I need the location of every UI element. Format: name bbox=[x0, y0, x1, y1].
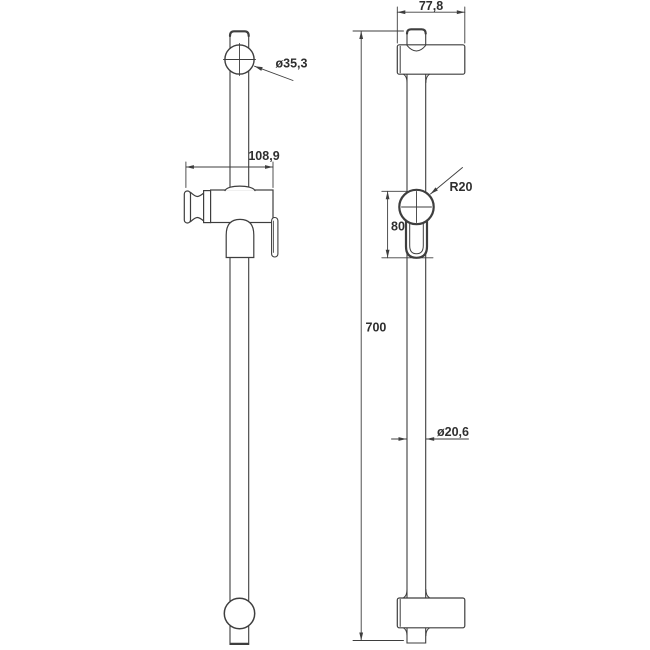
dim-mount-diameter bbox=[255, 57, 308, 81]
dim-label-rail-diameter: ø20,6 bbox=[437, 425, 469, 439]
bracket-body bbox=[397, 598, 465, 628]
holder-cup-rim bbox=[184, 191, 190, 223]
dim-arrow-bottom bbox=[386, 250, 390, 258]
bottom-mount-circle bbox=[224, 598, 254, 628]
dim-label-slider-radius: R20 bbox=[449, 180, 473, 194]
rail-flare-right bbox=[426, 74, 430, 82]
dim-arrow-left bbox=[186, 165, 194, 169]
leader-arrow bbox=[255, 66, 263, 71]
dim-arrow-top bbox=[386, 191, 390, 199]
rail-flare-up-right bbox=[426, 590, 430, 598]
holder-cup-waist-bottom bbox=[191, 217, 204, 221]
holder-rail-dome bbox=[225, 186, 255, 191]
holder-lever bbox=[272, 218, 278, 258]
bracket-body bbox=[397, 45, 465, 74]
dim-arrow-left bbox=[397, 10, 405, 14]
dim-rail-length bbox=[353, 31, 404, 641]
holder-cup-waist-top bbox=[191, 192, 204, 196]
side-view bbox=[184, 31, 307, 644]
dim-label-bracket-width: 77,8 bbox=[418, 0, 444, 13]
dim-label-holder-width: 108,9 bbox=[248, 149, 280, 163]
dim-arrow-top bbox=[359, 31, 363, 39]
holder-pivot bbox=[226, 219, 254, 257]
rail-flare-down-right bbox=[426, 628, 430, 636]
dim-label-mount-diameter: ø35,3 bbox=[275, 56, 308, 71]
dim-rail-diameter bbox=[392, 425, 470, 441]
dim-arrow-right bbox=[265, 165, 273, 169]
dim-arrow-bottom bbox=[359, 633, 363, 641]
holder-cup-ring bbox=[204, 191, 211, 223]
holder-body bbox=[211, 190, 273, 223]
shower-holder bbox=[184, 186, 278, 257]
dim-arrow-right bbox=[457, 10, 465, 14]
dim-label-rail-length: 700 bbox=[365, 320, 387, 335]
rail-side bbox=[230, 31, 249, 644]
dim-label-slider-height: 80 bbox=[391, 219, 405, 234]
front-view bbox=[353, 0, 472, 643]
dim-arrow-right bbox=[426, 437, 434, 441]
dim-arrow-left bbox=[399, 437, 407, 441]
dim-slider-radius bbox=[431, 168, 473, 195]
rail-front bbox=[407, 29, 426, 643]
